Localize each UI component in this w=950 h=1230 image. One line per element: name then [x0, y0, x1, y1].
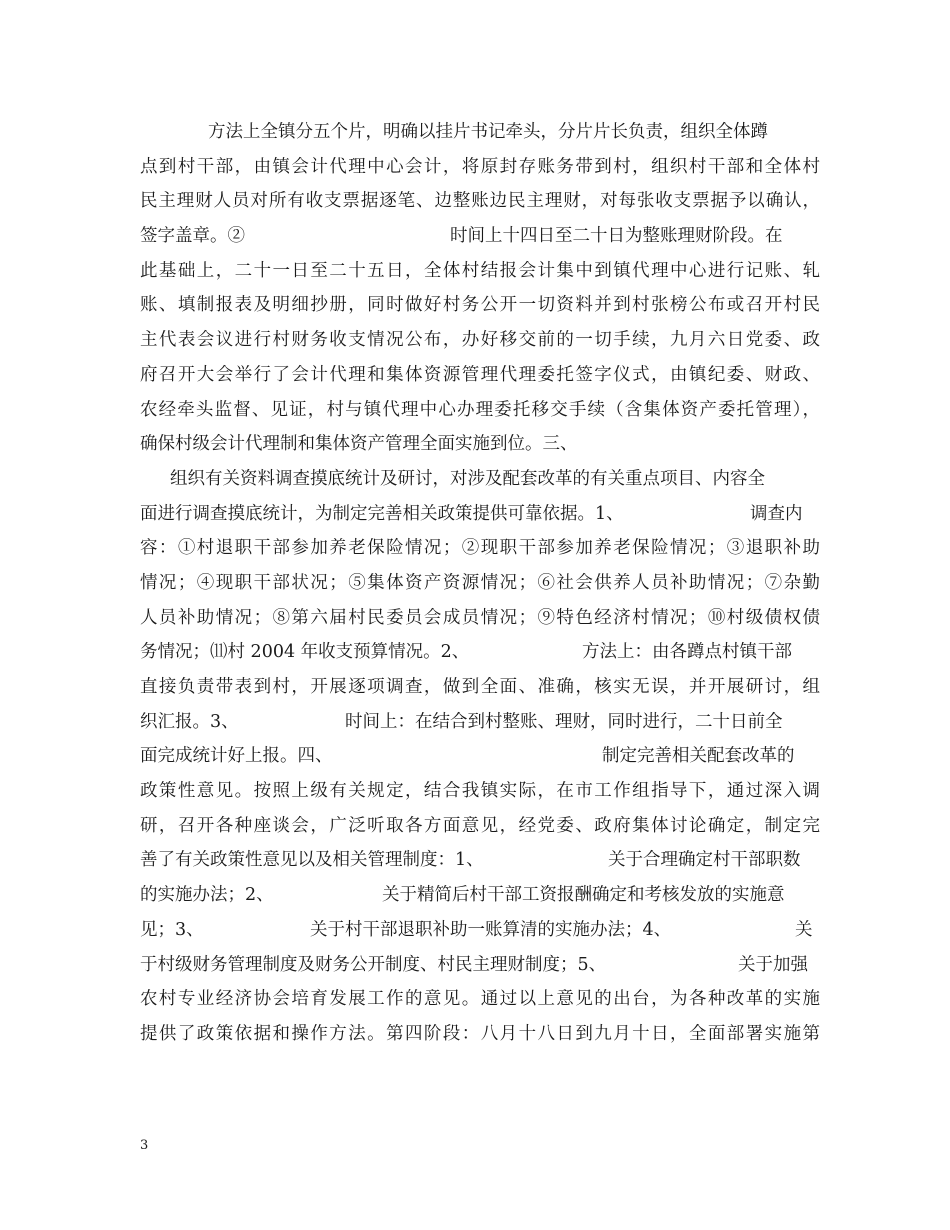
- text-segment: 政策性意见。按照上级有关规定，结合我镇实际，在市工作组指导下，通过深入调: [140, 781, 820, 802]
- text-segment: 研，召开各种座谈会，广泛听取各方面意见，经党委、政府集体讨论确定，制定完: [140, 815, 820, 836]
- text-segment: 提供了政策依据和操作方法。第四阶段：八月十八日到九月十日，全面部署实施第: [140, 1023, 820, 1044]
- text-segment: 情况；④现职干部状况；⑤集体资产资源情况；⑥社会供养人员补助情况；⑦杂勤: [140, 572, 820, 593]
- text-line: [140, 219, 820, 254]
- text-line: [140, 427, 820, 462]
- text-segment: 调查内: [750, 503, 803, 524]
- text-line: [140, 358, 820, 393]
- text-line: [140, 462, 820, 497]
- text-line: [140, 115, 820, 150]
- text-segment: 善了有关政策性意见以及相关管理制度：1、: [140, 850, 484, 871]
- text-line: [140, 809, 820, 844]
- text-segment: 民主理财人员对所有收支票据逐笔、边整账边民主理财，对每张收支票据予以确认，: [140, 191, 820, 212]
- text-segment: 面进行调查摸底统计，为制定完善相关政策提供可靠依据。1、: [140, 503, 624, 524]
- text-segment: 容：①村退职干部参加养老保险情况；②现职干部参加养老保险情况；③退职补助: [140, 538, 820, 559]
- text-segment: 农经牵头监督、见证，村与镇代理中心办理委托移交手续（含集体资产委托管理），: [140, 399, 820, 420]
- text-segment: 府召开大会举行了会计代理和集体资源管理代理委托签字仪式，由镇纪委、财政、: [140, 364, 820, 385]
- text-segment: 关于加强: [738, 954, 808, 975]
- text-segment: 点到村干部，由镇会计代理中心会计，将原封存账务带到村，组织村干部和全体村: [140, 156, 820, 177]
- text-line: [140, 878, 820, 913]
- text-line: [140, 288, 820, 323]
- text-line: [140, 184, 820, 219]
- text-line: [140, 705, 820, 740]
- text-line: [140, 739, 820, 774]
- text-line: [140, 150, 820, 185]
- text-line: [140, 982, 820, 1017]
- text-segment: 关于合理确定村干部职数: [608, 850, 801, 871]
- text-segment: 农村专业经济协会培育发展工作的意见。通过以上意见的出台，为各种改革的实施: [140, 989, 820, 1010]
- text-line: [140, 254, 820, 289]
- text-segment: 人员补助情况；⑧第六届村民委员会成员情况；⑨特色经济村情况；⑩村级债权债: [140, 607, 820, 628]
- text-line: [140, 601, 820, 636]
- text-segment: 关: [795, 919, 813, 940]
- text-line: [140, 843, 820, 878]
- text-line: [140, 531, 820, 566]
- text-line: [140, 393, 820, 428]
- text-segment: 关于村干部退职补助一账算清的实施办法；4、: [310, 919, 672, 940]
- text-segment: 于村级财务管理制度及财务公开制度、村民主理财制度；5、: [140, 954, 607, 975]
- text-line: [140, 948, 820, 983]
- body-text: [140, 115, 820, 1052]
- text-segment: 确保村级会计代理制和集体资产管理全面实施到位。三、: [140, 434, 578, 455]
- text-line: [140, 913, 820, 948]
- text-line: [140, 1017, 820, 1052]
- text-segment: 时间上：在结合到村整账、理财，同时进行，二十日前全: [345, 711, 783, 732]
- text-segment: 见；3、: [140, 919, 204, 940]
- text-segment: 的实施办法；2、: [140, 885, 274, 906]
- text-segment: 直接负责带表到村，开展逐项调查，做到全面、准确，核实无误，并开展研讨，组: [140, 677, 820, 697]
- text-segment: 务情况；⑾村 2004 年收支预算情况。2、: [140, 642, 470, 663]
- text-segment: 此基础上，二十一日至二十五日，全体村结报会计集中到镇代理中心进行记账、轧: [140, 260, 820, 281]
- text-segment: 织汇报。3、: [140, 711, 239, 732]
- text-segment: 面完成统计好上报。四、: [140, 746, 333, 767]
- page-number: 3: [140, 1138, 149, 1153]
- text-segment: 组织有关资料调查摸底统计及研讨，对涉及配套改革的有关重点项目、内容全: [170, 468, 765, 489]
- text-segment: 方法上全镇分五个片，明确以挂片书记牵头，分片片长负责，组织全体蹲: [208, 122, 768, 142]
- text-segment: 制定完善相关配套改革的: [602, 746, 795, 767]
- text-segment: 签字盖章。②: [140, 226, 245, 247]
- text-segment: 关于精简后村干部工资报酬确定和考核发放的实施意: [382, 885, 785, 906]
- text-segment: 主代表会议进行村财务收支情况公布，办好移交前的一切手续，九月六日党委、政: [140, 330, 820, 351]
- text-line: [140, 774, 820, 809]
- text-line: [140, 497, 820, 532]
- text-segment: 方法上：由各蹲点村镇干部: [582, 642, 792, 663]
- text-segment: 账、填制报表及明细抄册，同时做好村务公开一切资料并到村张榜公布或召开村民: [140, 295, 820, 316]
- text-line: [140, 670, 820, 705]
- text-line: [140, 323, 820, 358]
- text-segment: 时间上十四日至二十日为整账理财阶段。在: [450, 226, 783, 247]
- text-line: [140, 566, 820, 601]
- text-line: [140, 635, 820, 670]
